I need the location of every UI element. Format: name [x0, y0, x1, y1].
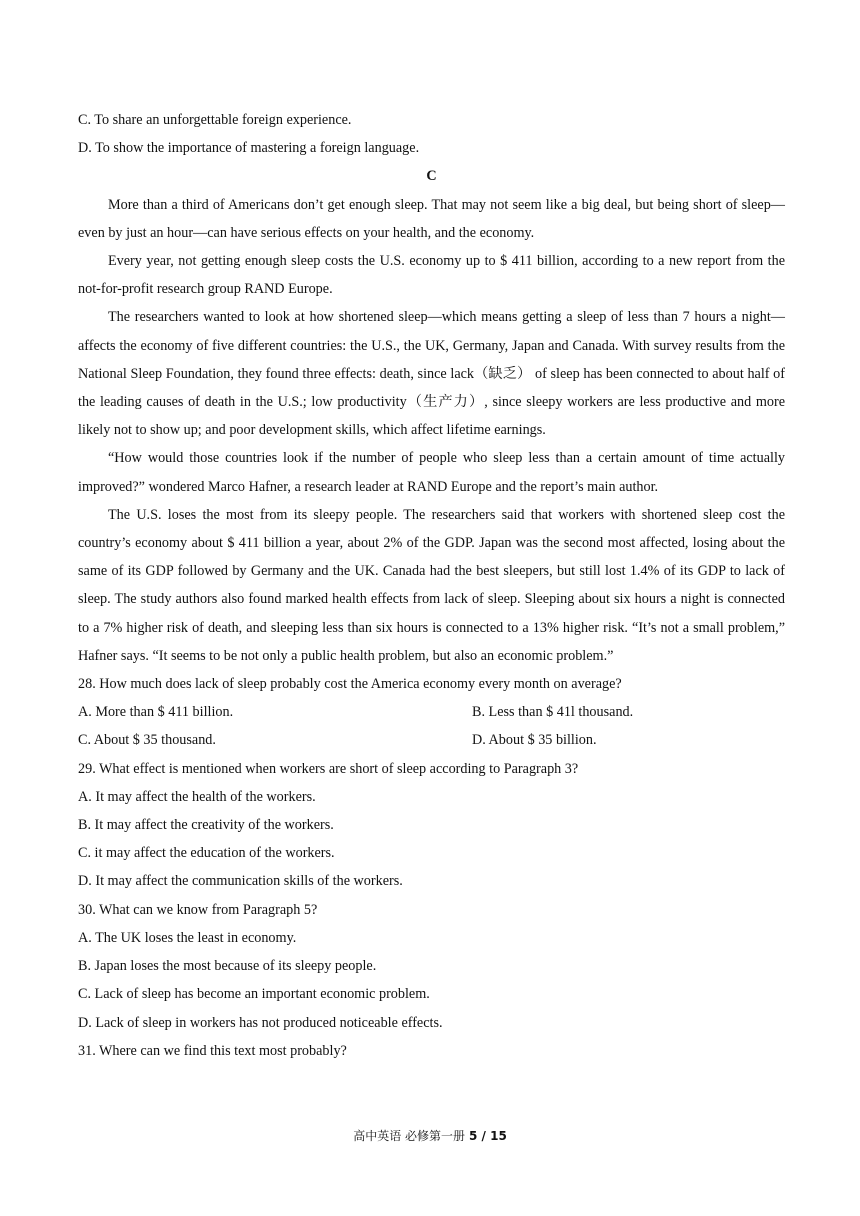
prev-option-d: D. To show the importance of mastering a foreign language.	[78, 140, 420, 157]
paragraph-4: “How would those countries look if the number of people who sleep less than a certain amount of time actually improved?” wondered Marco Hafner, a research leader at RAND Europe and the report’s main author.	[78, 450, 785, 495]
page-footer	[0, 1127, 860, 1145]
question-29-option-a: A. It may affect the health of the workers.	[78, 788, 316, 805]
question-29-option-c: C. it may affect the education of the workers.	[78, 845, 335, 862]
question-30-option-a: A. The UK loses the least in economy.	[78, 929, 297, 946]
question-28-options-row-2	[78, 726, 785, 754]
section-heading: C	[426, 168, 437, 185]
question-28-option-d: D. About $ 35 billion.	[472, 732, 597, 749]
question-29-stem: 29. What effect is mentioned when workers are short of sleep according to Paragraph 3?	[78, 760, 579, 777]
prev-option-c: C. To share an unforgettable foreign experience.	[78, 112, 352, 128]
question-28-stem: 28. How much does lack of sleep probably cost the America economy every month on average?	[78, 676, 622, 693]
paragraph-1: More than a third of Americans don’t get enough sleep. That may not seem like a big deal, but being short of sleep—even by just an hour—can have serious effects on your health, and the economy.	[78, 196, 785, 241]
question-30-option-b: B. Japan loses the most because of its sleepy people.	[78, 958, 377, 975]
question-28-options-row-1	[78, 698, 785, 726]
paragraph-5: The U.S. loses the most from its sleepy people. The researchers said that workers with shortened sleep cost the country’s economy about $ 411 billion a year, about 2% of the GDP. Japan was the second most affected, losing about the same of its GDP followed by Germany and the UK. Canada had the best sleepers, but still lost 1.4% of its GDP to lack of sleep. The study authors also found marked health effects from lack of sleep. Sleeping about six hours a night is connected to a 7% higher risk of death, and sleeping less than six hours is connected to a 13% higher risk. “It’s not a small problem,” Hafner says. “It seems to be not only a public health problem, but also an economic problem.”	[78, 506, 785, 664]
question-30-option-c: C. Lack of sleep has become an important economic problem.	[78, 986, 430, 1003]
question-31-stem: 31. Where can we find this text most probably?	[78, 1042, 347, 1059]
question-29-option-b: B. It may affect the creativity of the workers.	[78, 817, 334, 834]
question-28-option-b: B. Less than $ 41l thousand.	[472, 704, 634, 721]
footer-title: 高中英语 必修第一册	[353, 1129, 466, 1143]
question-30-option-d: D. Lack of sleep in workers has not produced noticeable effects.	[78, 1014, 443, 1031]
question-29-option-d: D. It may affect the communication skills of the workers.	[78, 873, 403, 890]
footer-page-number: 5 / 15	[469, 1129, 507, 1143]
question-30-stem: 30. What can we know from Paragraph 5?	[78, 901, 318, 918]
question-28-option-a: A. More than $ 411 billion.	[78, 704, 234, 721]
question-28-option-c: C. About $ 35 thousand.	[78, 732, 216, 749]
paragraph-3: The researchers wanted to look at how shortened sleep—which means getting a sleep of less than 7 hours a night—affects the economy of five different countries: the U.S., the UK, Germany, Japan and Canada. With survey results from the National Sleep Foundation, they found three effects: death, since lack（缺乏） of sleep has been connected to about half of the leading causes of death in the U.S.; low productivity（生产力）, since sleepy workers are less productive and more likely not to show up; and poor development skills, which affect lifetime earnings.	[78, 309, 785, 439]
paragraph-2: Every year, not getting enough sleep costs the U.S. economy up to $ 411 billion, according to a new report from the not-for-profit research group RAND Europe.	[78, 253, 785, 298]
page-content	[78, 106, 785, 1065]
